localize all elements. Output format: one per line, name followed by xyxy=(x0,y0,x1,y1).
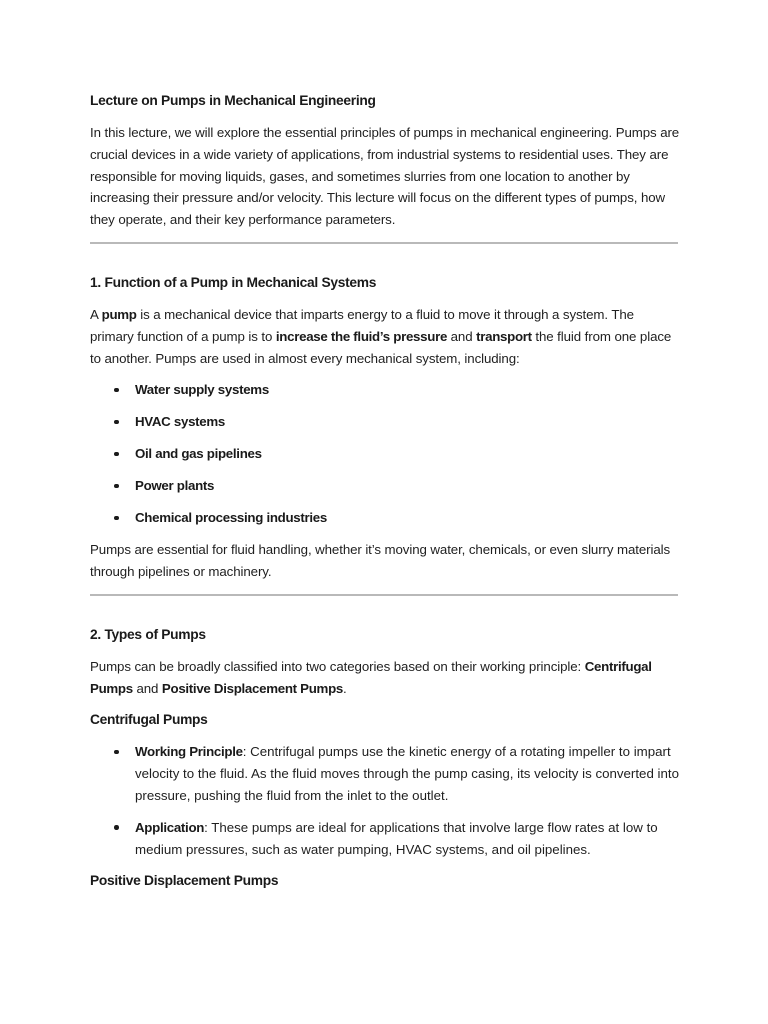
item-label: Working Principle xyxy=(135,744,243,760)
list-item: Chemical processing industries xyxy=(90,507,680,529)
term-transport: transport xyxy=(476,328,532,344)
term-centrifugal-pumps: Centrifugal Pumps xyxy=(90,658,652,696)
list-item: HVAC systems xyxy=(90,411,680,433)
item-label: Application xyxy=(135,819,205,835)
centrifugal-pumps-heading: Centrifugal Pumps xyxy=(90,712,208,728)
term-positive-displacement-pumps: Positive Displacement Pumps xyxy=(161,680,343,696)
list-item: Power plants xyxy=(90,475,680,497)
list-item: Water supply systems xyxy=(90,379,680,401)
section-divider xyxy=(90,594,678,596)
document-title: Lecture on Pumps in Mechanical Engineering xyxy=(90,93,376,108)
term-increase-pressure: increase the fluid’s pressure xyxy=(275,328,448,344)
intro-paragraph: In this lecture, we will explore the essential principles of pumps in mechanical engineering. Pumps are crucial devices in a wide variety of applications, from industrial systems to residential uses. They are responsible for moving liquids, gases, and sometimes slurries from one location to another by increasing their pressure and/or velocity. This lecture will focus on the different types of pumps, how they operate, and their key performance parameters. xyxy=(90,125,680,228)
list-item: Application: These pumps are ideal for applications that involve large flow rates at low to medium pressures, such as water pumping, HVAC systems, and oil pipelines. xyxy=(90,817,680,861)
section-1-paragraph: A pump is a mechanical device that imparts energy to a fluid to move it through a system. The primary function of a pump is to increase the fluid’s pressure and transport the fluid from one place to another. Pumps are used in almost every mechanical system, including: xyxy=(90,306,672,366)
list-item: Working Principle: Centrifugal pumps use the kinetic energy of a rotating impeller to impart velocity to the fluid. As the fluid moves through the pump casing, its velocity is converted into pressure, pushing the fluid from the inlet to the outlet. xyxy=(90,741,680,806)
positive-displacement-heading: Positive Displacement Pumps xyxy=(90,873,279,889)
section-1-heading: 1. Function of a Pump in Mechanical Systems xyxy=(90,274,377,290)
centrifugal-details-list xyxy=(90,741,680,860)
document-content xyxy=(90,90,680,892)
section-divider xyxy=(90,242,678,244)
section-1-closing: Pumps are essential for fluid handling, whether it’s moving water, chemicals, or even slurry materials through pipelines or machinery. xyxy=(90,542,671,580)
section-2-paragraph: Pumps can be broadly classified into two categories based on their working principle: Centrifugal Pumps and Positive Displacement Pumps. xyxy=(90,658,652,696)
pump-uses-list xyxy=(90,379,680,529)
term-pump: pump xyxy=(101,306,137,322)
list-item: Oil and gas pipelines xyxy=(90,443,680,465)
section-2-heading: 2. Types of Pumps xyxy=(90,626,206,642)
